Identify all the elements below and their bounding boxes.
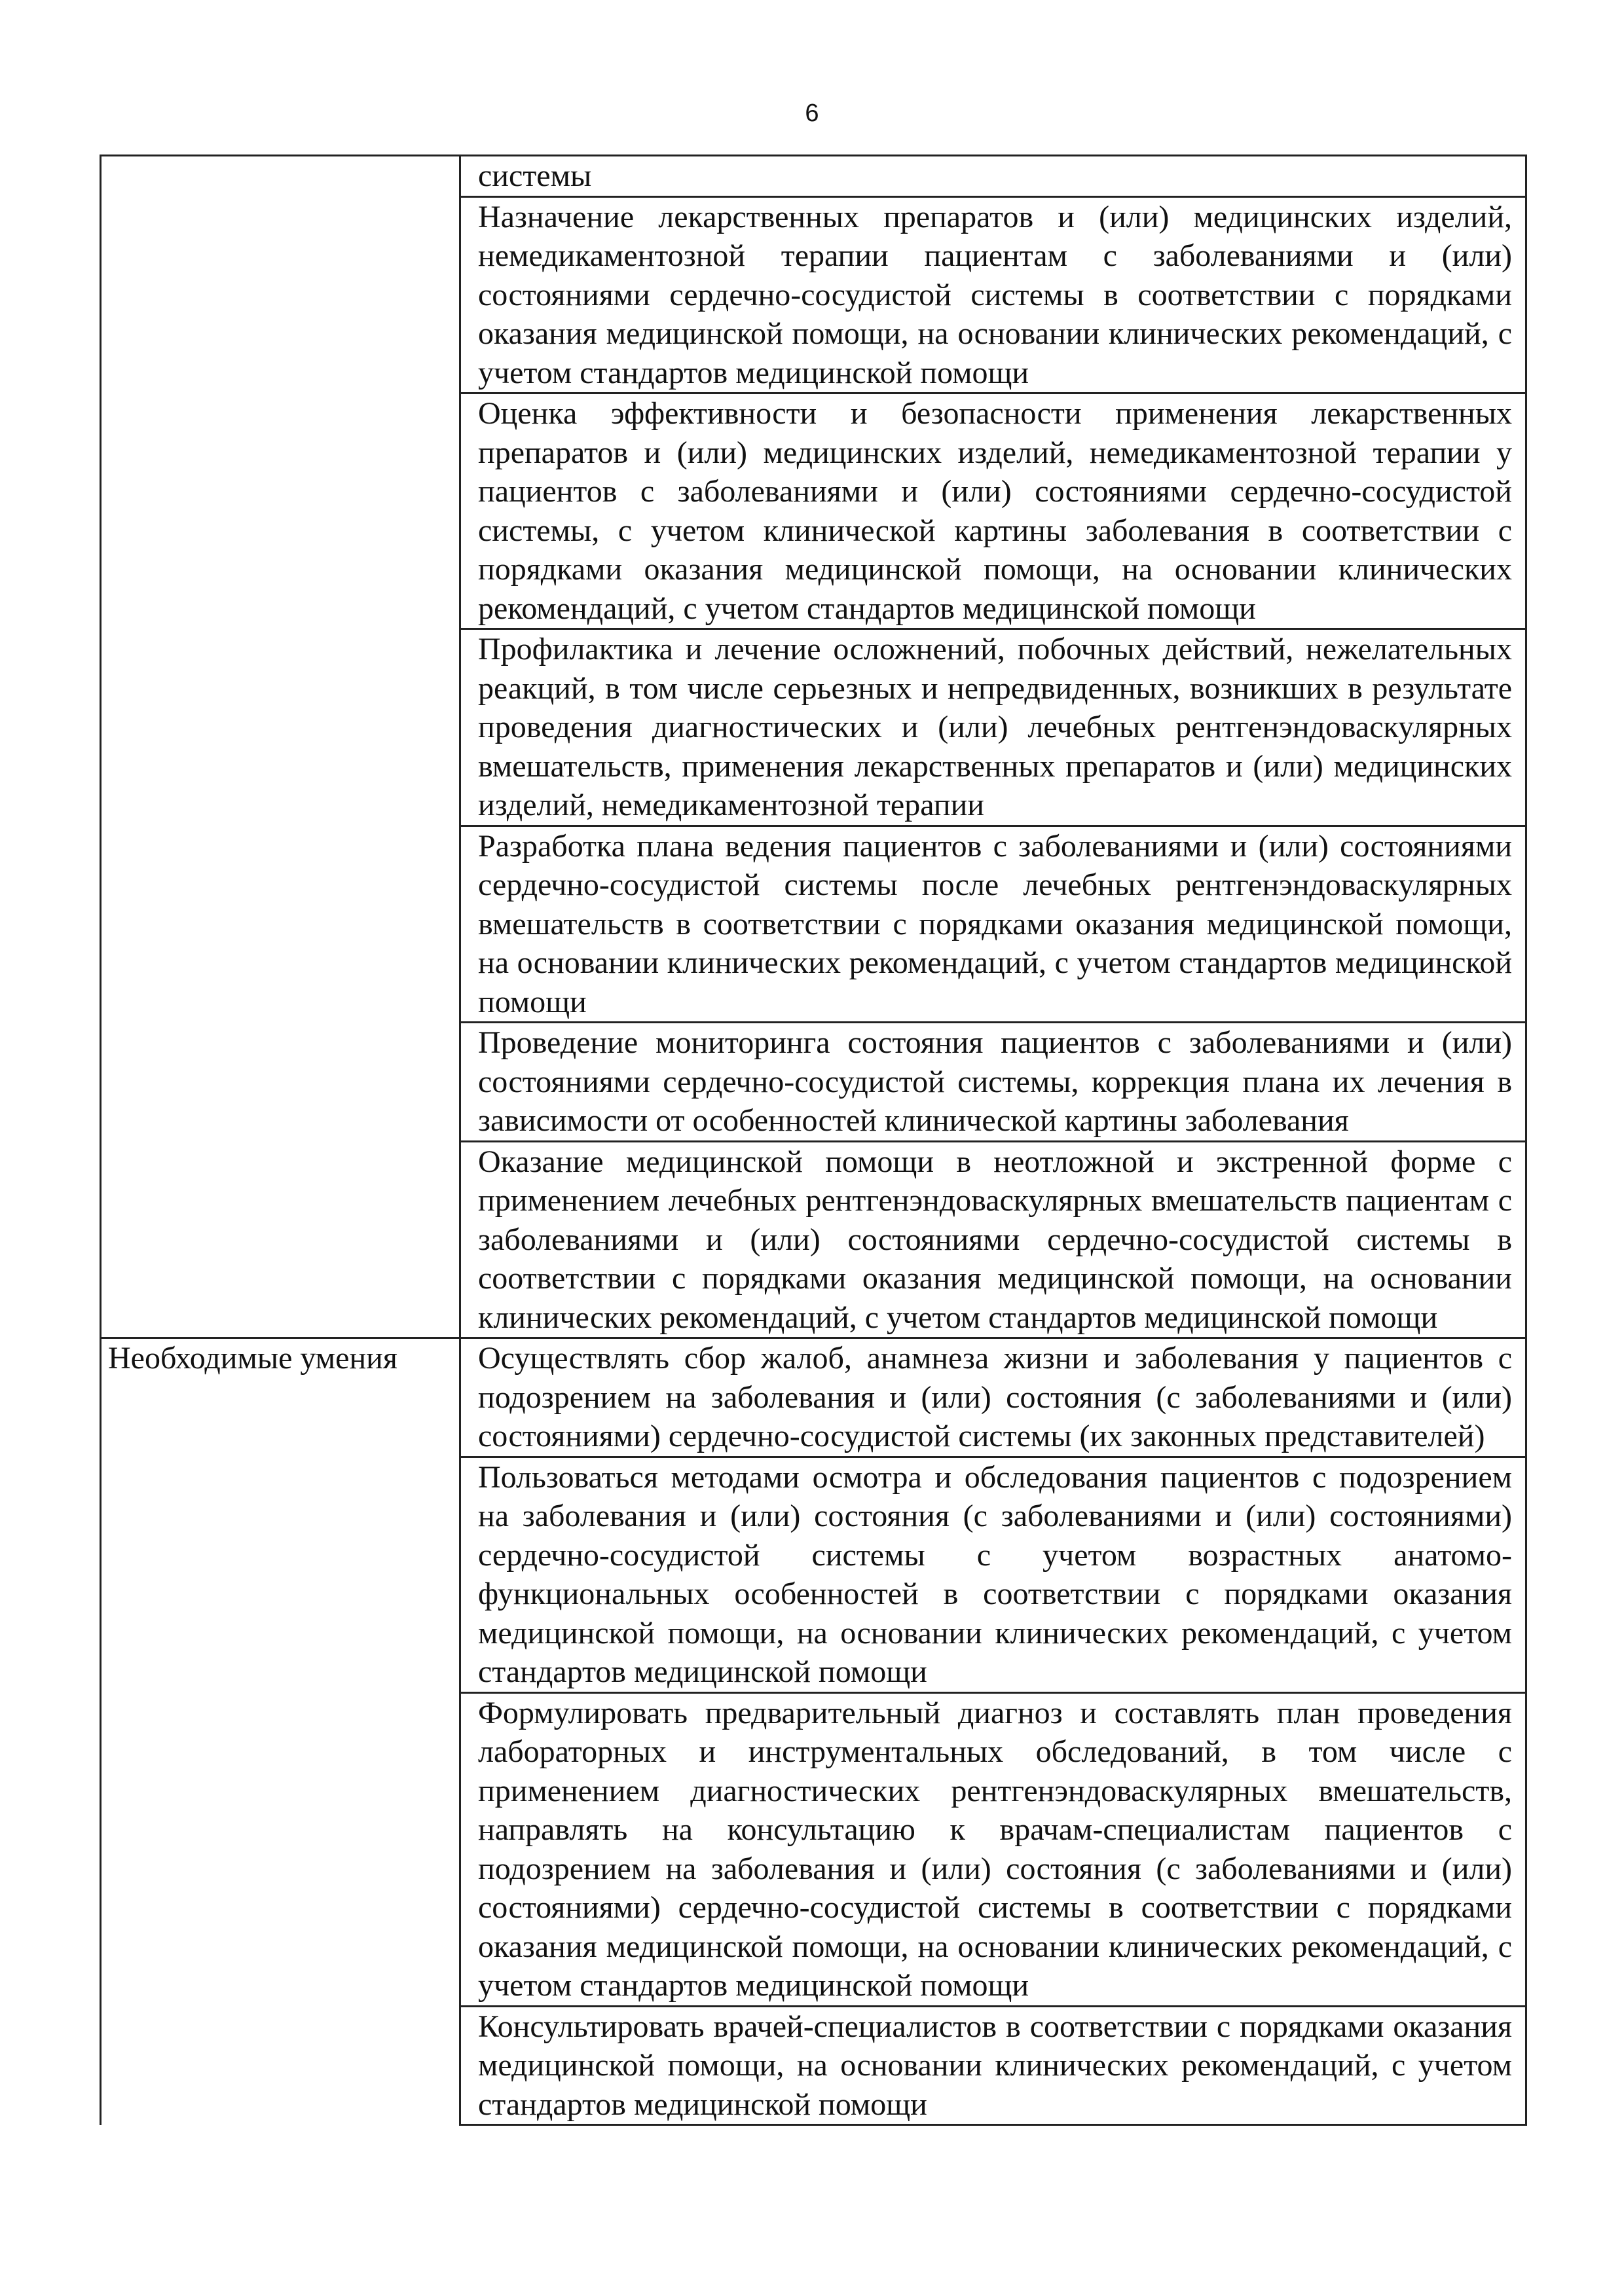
table-cell-item: Оказание медицинской помощи в неотложной и экстренной форме с применением лечебных рентгенэндоваскулярных вмешательств пациентам с заболеваниями и (или) состояниями сердечно-сосудистой системы в соответствии с порядками оказания медицинской помощи, на основании клинических рекомендаций, с учетом стандартов медицинской помощи bbox=[460, 1141, 1526, 1338]
table-cell-item: Формулировать предварительный диагноз и составлять план проведения лабораторных и инструментальных обследований, в том числе с применением диагностических рентгенэндоваскулярных вмешательств, направлять на консультацию к врачам-специалистам пациентов с подозрением на заболевания и (или) состояния (с заболеваниями и (или) состояниями) сердечно-сосудистой системы в соответствии с порядками оказания медицинской помощи, на основании клинических рекомендаций, с учетом стандартов медицинской помощи bbox=[460, 1692, 1526, 2006]
table-cell-item: Проведение мониторинга состояния пациентов с заболеваниями и (или) состояниями сердечно-сосудистой системы, коррекция плана их лечения в зависимости от особенностей клинической картины заболевания bbox=[460, 1023, 1526, 1142]
table-cell-item: Профилактика и лечение осложнений, побочных действий, нежелательных реакций, в том числе серьезных и непредвиденных, возникших в результате проведения диагностических и (или) лечебных рентгенэндоваскулярных вмешательств, применения лекарственных препаратов и (или) медицинских изделий, немедикаментозной терапии bbox=[460, 629, 1526, 826]
section-label-empty bbox=[101, 156, 460, 1338]
table-cell-item: Оценка эффективности и безопасности применения лекарственных препаратов и (или) медицинских изделий, немедикаментозной терапии у пациентов с заболеваниями и (или) состояниями сердечно-сосудистой системы, с учетом клинической картины заболевания в соответствии с порядками оказания медицинской помощи, на основании клинических рекомендаций, с учетом стандартов медицинской помощи bbox=[460, 393, 1526, 629]
table-row bbox=[101, 156, 1526, 197]
table-cell-item: системы bbox=[460, 156, 1526, 197]
table-row bbox=[101, 1338, 1526, 1457]
page-number: 6 bbox=[805, 100, 819, 127]
table-cell-item: Консультировать врачей-специалистов в соответствии с порядками оказания медицинской помощи, на основании клинических рекомендаций, с учетом стандартов медицинской помощи bbox=[460, 2006, 1526, 2125]
competency-table bbox=[100, 155, 1527, 2126]
table-cell-item: Осуществлять сбор жалоб, анамнеза жизни и заболевания у пациентов с подозрением на заболевания и (или) состояния (с заболеваниями и (или) состояниями) сердечно-сосудистой системы (их законных представителей) bbox=[460, 1338, 1526, 1457]
table-cell-item: Разработка плана ведения пациентов с заболеваниями и (или) состояниями сердечно-сосудистой системы после лечебных рентгенэндоваскулярных вмешательств в соответствии с порядками оказания медицинской помощи, на основании клинических рекомендаций, с учетом стандартов медицинской помощи bbox=[460, 826, 1526, 1023]
table-cell-item: Назначение лекарственных препаратов и (или) медицинских изделий, немедикаментозной терапии пациентам с заболеваниями и (или) состояниями сердечно-сосудистой системы в соответствии с порядками оказания медицинской помощи, на основании клинических рекомендаций, с учетом стандартов медицинской помощи bbox=[460, 196, 1526, 393]
section-label-skills: Необходимые умения bbox=[101, 1338, 460, 2125]
table-cell-item: Пользоваться методами осмотра и обследования пациентов с подозрением на заболевания и (или) состояния (с заболеваниями и (или) состояниями) сердечно-сосудистой системы с учетом возрастных анатомо-функциональных особенностей в соответствии с порядками оказания медицинской помощи, на основании клинических рекомендаций, с учетом стандартов медицинской помощи bbox=[460, 1457, 1526, 1692]
